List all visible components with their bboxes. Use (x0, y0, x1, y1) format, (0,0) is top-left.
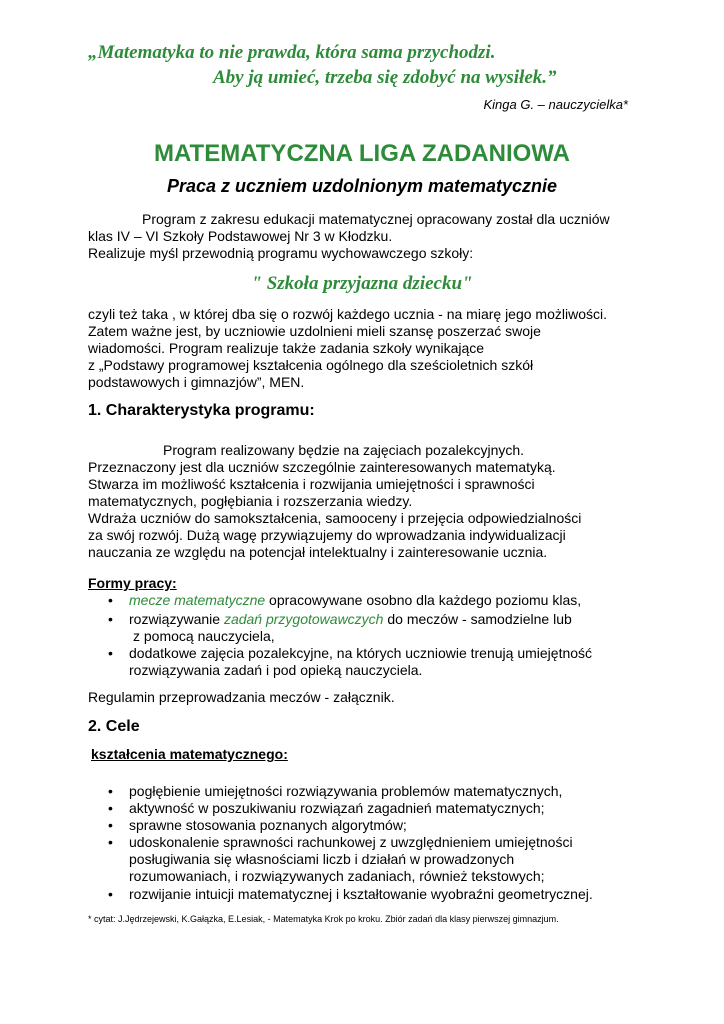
bullet-icon: • (108, 611, 113, 627)
bullet-icon: • (108, 592, 113, 608)
bullet-icon: • (108, 886, 113, 902)
body-line: Zatem ważne jest, by uczniowie uzdolnieni mieli szansę poszerzać swoje (88, 323, 541, 339)
school-motto: " Szkoła przyjazna dziecku" (251, 273, 473, 294)
body-line: wiadomości. Program realizuje także zadania szkoły wynikające (88, 340, 485, 356)
list-item-text: dodatkowe zajęcia pozalekcyjne, na których uczniowie trenują umiejętność (129, 645, 593, 661)
list-item-continuation: z pomocą nauczyciela, (133, 628, 275, 644)
page-subtitle: Praca z uczniem uzdolnionym matematycznie (166, 176, 558, 196)
intro-line: klas IV – VI Szkoły Podstawowej Nr 3 w Kłodzku. (88, 228, 393, 244)
list-item-text: do meczów - samodzielne lub (383, 611, 572, 627)
quote-attribution: Kinga G. – nauczycielka* (483, 97, 628, 112)
bullet-icon: • (108, 800, 113, 816)
list-item (108, 800, 708, 817)
page-title: MATEMATYCZNA LIGA ZADANIOWA (154, 140, 570, 167)
section1-line: Przeznaczony jest dla uczniów szczególnie zainteresowanych matematyką. (88, 459, 556, 475)
list-item-text: opracowywane osobno dla każdego poziomu klas, (265, 592, 582, 608)
section1-line: Wdraża uczniów do samokształcenia, samooceny i przejęcia odpowiedzialności (88, 510, 582, 526)
section1-line: matematycznych, pogłębiania i rozszerzania wiedzy. (88, 493, 413, 509)
list-item (108, 611, 708, 645)
section1-line: Program realizowany będzie na zajęciach pozalekcyjnych. (163, 442, 525, 458)
list-item-continuation: rozumowaniach, i rozwiązywanych zadaniach, również tekstowych; (129, 868, 545, 884)
list-item-emphasis: zadań przygotowawczych (223, 611, 384, 627)
list-item (108, 886, 708, 903)
list-item-emphasis: mecze matematyczne (129, 592, 266, 608)
bullet-icon: • (108, 834, 113, 850)
list-item-text: udoskonalenie sprawności rachunkowej z uwzględnieniem umiejętności (129, 834, 573, 850)
regulation-note: Regulamin przeprowadzania meczów - załącznik. (88, 689, 395, 705)
goals-subheading: kształcenia matematycznego: (91, 746, 288, 762)
intro-line: Realizuje myśl przewodnią programu wychowawczego szkoły: (88, 245, 474, 261)
body-line: czyli też taka , w której dba się o rozwój każdego ucznia - na miarę jego możliwości. (88, 306, 607, 322)
forms-heading: Formy pracy: (88, 575, 177, 591)
section-heading-characteristics: 1. Charakterystyka programu: (88, 402, 315, 419)
list-item-text: sprawne stosowania poznanych algorytmów; (129, 817, 407, 833)
list-item-text: rozwiązywanie (129, 611, 224, 627)
bullet-icon: • (108, 817, 113, 833)
section-heading-goals: 2. Cele (88, 718, 140, 735)
bullet-icon: • (108, 783, 113, 799)
body-line: z „Podstawy programowej kształcenia ogólnego dla sześcioletnich szkół (88, 357, 534, 373)
intro-line: Program z zakresu edukacji matematycznej opracowany został dla uczniów (142, 211, 610, 227)
list-item (108, 592, 708, 609)
list-item (108, 834, 708, 885)
list-item-text: pogłębienie umiejętności rozwiązywania problemów matematycznych, (129, 783, 563, 799)
list-item-continuation: posługiwania się własnościami liczb i działań w prowadzonych (129, 851, 515, 867)
list-item-text: rozwijanie intuicji matematycznej i kształtowanie wyobraźni geometrycznej. (129, 886, 593, 902)
quote-line-2: Aby ją umieć, trzeba się zdobyć na wysiłek.” (213, 67, 557, 88)
list-item (108, 783, 708, 800)
list-item (108, 817, 708, 834)
section1-line: nauczania ze względu na potencjał intelektualny i zainteresowanie ucznia. (88, 544, 548, 560)
list-item-continuation: rozwiązywania zadań i pod opieką nauczyciela. (129, 662, 423, 678)
footnote: * cytat: J.Jędrzejewski, K.Gałązka, E.Lesiak, - Matematyka Krok po kroku. Zbiór zadań dla klasy pierwszej gimnazjum. (88, 914, 559, 924)
section1-line: Stwarza im możliwość kształcenia i rozwijania umiejętności i sprawności (88, 476, 535, 492)
bullet-icon: • (108, 645, 113, 661)
list-item-text: aktywność w poszukiwaniu rozwiązań zagadnień matematycznych; (129, 800, 545, 816)
quote-line-1: „Matematyka to nie prawda, która sama przychodzi. (88, 42, 496, 63)
list-item (108, 645, 708, 679)
section1-line: za swój rozwój. Dużą wagę przywiązujemy do wprowadzania indywidualizacji (88, 527, 566, 543)
body-line: podstawowych i gimnazjów”, MEN. (88, 374, 305, 390)
